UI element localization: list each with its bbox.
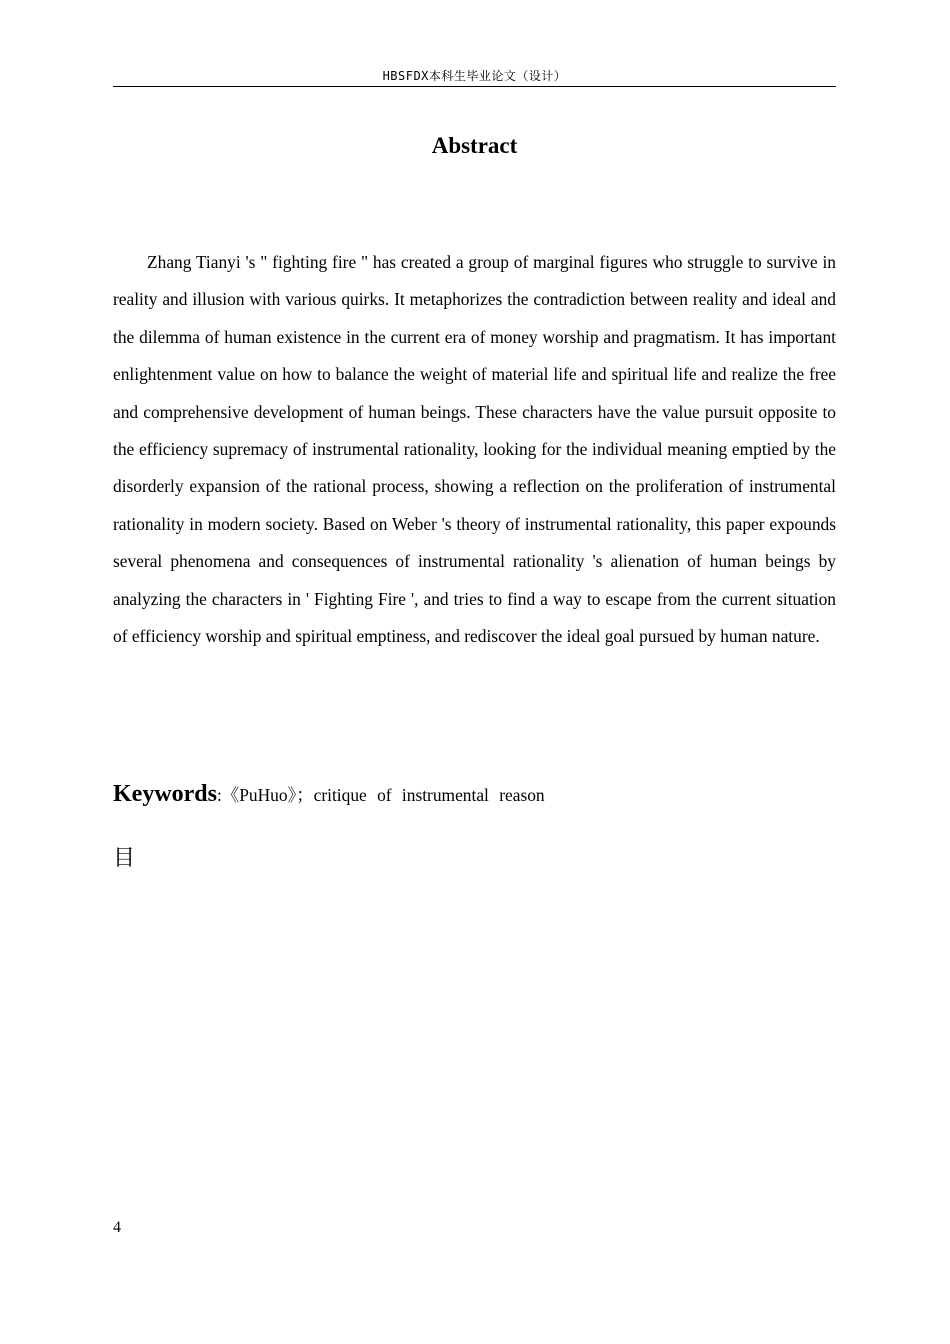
- toc-heading: 目: [113, 846, 136, 871]
- keywords-label: Keywords: [113, 781, 217, 807]
- page-number: 4: [113, 1219, 121, 1236]
- page-header: [113, 66, 836, 87]
- abstract-title: Abstract: [431, 133, 518, 158]
- keywords-line: [113, 776, 836, 813]
- keywords-separator: :: [217, 785, 222, 805]
- abstract-paragraph: Zhang Tianyi 's " fighting fire " has created a group of marginal figures who struggle to survive in reality and illusion with various quirks. It metaphorizes the contradiction between reality and ideal and the dilemma of human existence in the current era of money worship and pragmatism. It has important enlightenment value on how to balance the weight of material life and spiritual life and realize the free and comprehensive development of human beings. These characters have the value pursuit opposite to the efficiency supremacy of instrumental rationality, looking for the individual meaning emptied by the disorderly expansion of the rational process, showing a reflection on the proliferation of instrumental rationality in modern society. Based on Weber 's theory of instrumental rationality, this paper expounds several phenomena and consequences of instrumental rationality 's alienation of human beings by analyzing the characters in ' Fighting Fire ', and tries to find a way to escape from the current situation of efficiency worship and spiritual emptiness, and rediscover the ideal goal pursued by human nature.: [113, 252, 836, 647]
- keywords-value: 《PuHuo》；critique of instrumental reason: [221, 785, 545, 805]
- running-title: HBSFDX本科生毕业论文（设计）: [382, 69, 567, 83]
